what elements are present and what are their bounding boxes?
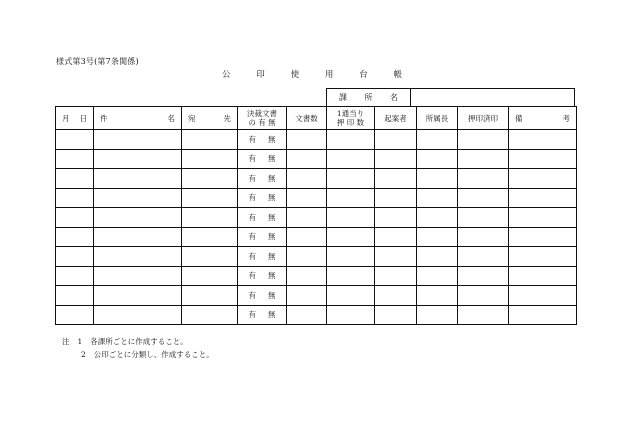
column-header-spread (182, 114, 237, 123)
cell-remarks[interactable] (509, 286, 577, 306)
title-char: 台 (359, 70, 368, 80)
approval-no[interactable]: 無 (268, 154, 276, 164)
cell-drafter[interactable] (375, 208, 417, 228)
cell-recipient[interactable] (182, 227, 238, 247)
department-label-char: 課 (339, 93, 347, 102)
note-number: 2 (81, 350, 86, 359)
cell-docs[interactable] (287, 227, 327, 247)
approval-no[interactable]: 無 (268, 193, 276, 203)
cell-subject[interactable] (94, 130, 182, 150)
approval-no[interactable]: 無 (268, 251, 276, 261)
cell-remarks[interactable] (509, 169, 577, 189)
column-header-part: 件 (100, 113, 108, 123)
cell-subject[interactable] (94, 227, 182, 247)
cell-stamps[interactable] (327, 286, 375, 306)
approval-no[interactable]: 無 (268, 212, 276, 222)
approval-yes[interactable]: 有 (248, 173, 256, 183)
cell-drafter[interactable] (375, 286, 417, 306)
notes (62, 335, 214, 361)
cell-recipient[interactable] (182, 266, 238, 286)
header-row (56, 107, 577, 130)
cell-recipient[interactable] (182, 286, 238, 306)
approval-yes-no (238, 153, 286, 164)
column-header-line: の 有 無 (248, 118, 276, 127)
column-header-line: 押印済印 (468, 113, 498, 123)
cell-approval[interactable] (238, 130, 287, 150)
cell-stamps[interactable] (327, 169, 375, 189)
cell-recipient[interactable] (182, 188, 238, 208)
column-header-line: 文書数 (295, 113, 318, 123)
cell-drafter[interactable] (375, 305, 417, 325)
cell-approval[interactable] (238, 266, 287, 286)
column-header-part: 備 (515, 113, 523, 123)
note-item (62, 335, 214, 348)
cell-md[interactable] (56, 188, 94, 208)
note-number: 1 (77, 337, 83, 346)
approval-yes-no (238, 251, 286, 262)
cell-head[interactable] (417, 227, 458, 247)
cell-approval[interactable] (238, 188, 287, 208)
cell-head[interactable] (417, 130, 458, 150)
approval-yes[interactable]: 有 (248, 290, 256, 300)
table-row (56, 130, 577, 150)
approval-yes[interactable]: 有 (248, 251, 256, 261)
approval-yes-no (238, 231, 286, 242)
cell-head[interactable] (417, 169, 458, 189)
cell-md[interactable] (56, 149, 94, 169)
cell-stamped[interactable] (458, 130, 509, 150)
column-header-drafter (375, 107, 417, 130)
cell-stamped[interactable] (458, 149, 509, 169)
cell-stamped[interactable] (458, 286, 509, 306)
cell-head[interactable] (417, 247, 458, 267)
cell-stamped[interactable] (458, 247, 509, 267)
table-row (56, 169, 577, 189)
cell-stamps[interactable] (327, 266, 375, 286)
column-header-approval (238, 107, 287, 130)
approval-yes[interactable]: 有 (248, 271, 256, 281)
cell-md[interactable] (56, 286, 94, 306)
cell-stamps[interactable] (327, 149, 375, 169)
approval-yes[interactable]: 有 (248, 310, 256, 320)
table-row (56, 149, 577, 169)
table-row (56, 227, 577, 247)
cell-drafter[interactable] (375, 188, 417, 208)
department-box (326, 88, 575, 106)
cell-head[interactable] (417, 188, 458, 208)
cell-drafter[interactable] (375, 169, 417, 189)
cell-drafter[interactable] (375, 130, 417, 150)
cell-recipient[interactable] (182, 305, 238, 325)
form-label: 様式第3号(第7条関係) (56, 57, 139, 66)
column-header-line: 所属長 (425, 113, 449, 123)
cell-recipient[interactable] (182, 130, 238, 150)
cell-recipient[interactable] (182, 149, 238, 169)
cell-docs[interactable] (287, 247, 327, 267)
table-row (56, 247, 577, 267)
cell-approval[interactable] (238, 305, 287, 325)
cell-docs[interactable] (287, 188, 327, 208)
cell-drafter[interactable] (375, 247, 417, 267)
cell-remarks[interactable] (509, 227, 577, 247)
cell-stamped[interactable] (458, 305, 509, 325)
column-header-subject (94, 107, 182, 130)
approval-yes[interactable]: 有 (248, 212, 256, 222)
table-row (56, 286, 577, 306)
approval-yes-no (238, 309, 286, 320)
cell-remarks[interactable] (509, 188, 577, 208)
cell-subject[interactable] (94, 208, 182, 228)
cell-stamps[interactable] (327, 188, 375, 208)
cell-head[interactable] (417, 149, 458, 169)
cell-remarks[interactable] (509, 266, 577, 286)
column-header-part: 日 (79, 113, 87, 123)
cell-md[interactable] (56, 266, 94, 286)
cell-docs[interactable] (287, 130, 327, 150)
table-row (56, 188, 577, 208)
cell-remarks[interactable] (509, 130, 577, 150)
note-item (62, 348, 214, 361)
column-header-stamps (327, 107, 375, 130)
department-value[interactable] (411, 89, 574, 106)
title-char: 公 (222, 70, 231, 80)
approval-yes-no (238, 173, 286, 184)
approval-yes-no (238, 270, 286, 281)
cell-head[interactable] (417, 305, 458, 325)
page-title (222, 68, 402, 80)
cell-md[interactable] (56, 130, 94, 150)
cell-stamped[interactable] (458, 227, 509, 247)
column-header-line: 押 印 数 (336, 118, 365, 127)
approval-yes[interactable]: 有 (248, 134, 256, 144)
cell-approval[interactable] (238, 149, 287, 169)
cell-drafter[interactable] (375, 149, 417, 169)
note-text: 公印ごとに分類し、作成すること。 (93, 350, 214, 359)
cell-md[interactable] (56, 247, 94, 267)
department-label-char: 所 (364, 93, 373, 102)
note-text: 各課所ごとに作成すること。 (90, 337, 188, 346)
cell-md[interactable] (56, 227, 94, 247)
title-char: 用 (324, 70, 334, 80)
cell-stamps[interactable] (327, 227, 375, 247)
approval-no[interactable]: 無 (268, 173, 276, 183)
cell-subject[interactable] (94, 266, 182, 286)
column-header-part: 先 (223, 113, 231, 123)
approval-yes[interactable]: 有 (248, 232, 256, 242)
cell-subject[interactable] (94, 305, 182, 325)
cell-docs[interactable] (287, 305, 327, 325)
column-header-spread (94, 114, 181, 123)
column-header-remarks (509, 107, 577, 130)
column-header-part: 月 (62, 113, 70, 123)
cell-subject[interactable] (94, 247, 182, 267)
column-header-recipient (182, 107, 238, 130)
approval-yes[interactable]: 有 (248, 193, 256, 203)
cell-head[interactable] (417, 286, 458, 306)
approval-yes-no (238, 212, 286, 223)
cell-remarks[interactable] (509, 247, 577, 267)
cell-head[interactable] (417, 208, 458, 228)
cell-remarks[interactable] (509, 208, 577, 228)
cell-docs[interactable] (287, 149, 327, 169)
column-header-part: 宛 (188, 113, 196, 123)
cell-recipient[interactable] (182, 208, 238, 228)
cell-drafter[interactable] (375, 227, 417, 247)
approval-no[interactable]: 無 (268, 134, 276, 144)
column-header-line: 起案者 (384, 113, 407, 123)
approval-no[interactable]: 無 (268, 271, 276, 281)
title-char: 帳 (393, 70, 402, 80)
cell-docs[interactable] (287, 266, 327, 286)
cell-docs[interactable] (287, 286, 327, 306)
cell-approval[interactable] (238, 208, 287, 228)
column-header-line: 決裁文書 (247, 109, 277, 118)
approval-no[interactable]: 無 (268, 290, 276, 300)
cell-stamped[interactable] (458, 188, 509, 208)
cell-head[interactable] (417, 266, 458, 286)
department-label-char: 名 (390, 93, 398, 102)
approval-no[interactable]: 無 (268, 232, 276, 242)
column-header-part: 考 (562, 113, 570, 123)
column-header-spread (509, 114, 576, 123)
note-mark: 注 (62, 337, 70, 346)
cell-md[interactable] (56, 208, 94, 228)
cell-stamped[interactable] (458, 266, 509, 286)
title-char: 使 (290, 70, 300, 80)
cell-recipient[interactable] (182, 169, 238, 189)
department-label (327, 89, 411, 106)
column-header-stamped (458, 107, 509, 130)
column-header-md (56, 107, 94, 130)
cell-remarks[interactable] (509, 149, 577, 169)
cell-recipient[interactable] (182, 247, 238, 267)
column-header-line: 1通当り (336, 109, 365, 118)
column-header-head (417, 107, 458, 130)
column-header-spread (56, 114, 93, 123)
title-char: 印 (256, 70, 265, 80)
cell-approval[interactable] (238, 286, 287, 306)
cell-stamps[interactable] (327, 208, 375, 228)
cell-md[interactable] (56, 305, 94, 325)
cell-approval[interactable] (238, 227, 287, 247)
table-row (56, 305, 577, 325)
approval-yes[interactable]: 有 (248, 154, 256, 164)
table-row (56, 208, 577, 228)
cell-stamped[interactable] (458, 208, 509, 228)
column-header-docs (287, 107, 327, 130)
approval-no[interactable]: 無 (268, 310, 276, 320)
cell-subject[interactable] (94, 188, 182, 208)
cell-docs[interactable] (287, 208, 327, 228)
column-header-part: 名 (167, 113, 175, 123)
cell-approval[interactable] (238, 169, 287, 189)
cell-remarks[interactable] (509, 305, 577, 325)
cell-subject[interactable] (94, 286, 182, 306)
cell-subject[interactable] (94, 149, 182, 169)
cell-stamps[interactable] (327, 305, 375, 325)
cell-approval[interactable] (238, 247, 287, 267)
cell-docs[interactable] (287, 169, 327, 189)
approval-yes-no (238, 192, 286, 203)
cell-stamps[interactable] (327, 130, 375, 150)
cell-md[interactable] (56, 169, 94, 189)
approval-yes-no (238, 290, 286, 301)
cell-stamps[interactable] (327, 247, 375, 267)
cell-subject[interactable] (94, 169, 182, 189)
cell-drafter[interactable] (375, 266, 417, 286)
cell-stamped[interactable] (458, 169, 509, 189)
table-row (56, 266, 577, 286)
approval-yes-no (238, 134, 286, 145)
ledger-table (55, 106, 577, 325)
